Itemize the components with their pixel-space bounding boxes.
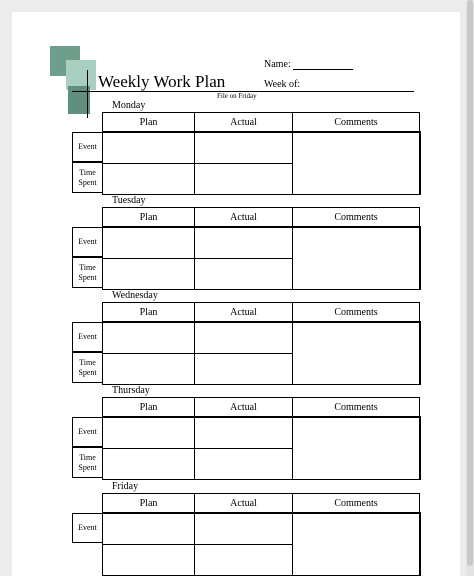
row-label-event: Event bbox=[72, 322, 102, 352]
row-label-event: Event bbox=[72, 513, 102, 543]
week-of-label: Week of: bbox=[264, 79, 301, 90]
col-comments: Comments bbox=[293, 494, 420, 514]
day-table-tuesday bbox=[102, 207, 421, 290]
col-plan: Plan bbox=[103, 303, 195, 323]
cell-plan-event[interactable] bbox=[103, 227, 195, 259]
day-table-friday bbox=[102, 493, 421, 576]
row-label-event: Event bbox=[72, 132, 102, 162]
cell-plan-time[interactable] bbox=[103, 449, 195, 480]
col-actual: Actual bbox=[195, 303, 293, 323]
page-title: Weekly Work Plan bbox=[98, 72, 226, 91]
col-actual: Actual bbox=[195, 494, 293, 514]
row-label-time-spent: Time Spent bbox=[72, 447, 102, 478]
cell-actual-time[interactable] bbox=[195, 354, 293, 385]
cell-plan-event[interactable] bbox=[103, 132, 195, 164]
cell-plan-time[interactable] bbox=[103, 354, 195, 385]
day-table-wednesday bbox=[102, 302, 421, 385]
col-comments: Comments bbox=[293, 398, 420, 418]
cell-actual-time[interactable] bbox=[195, 449, 293, 480]
scrollbar-thumb[interactable] bbox=[467, 0, 473, 566]
row-label-time-spent: Time Spent bbox=[72, 162, 102, 193]
row-label-event: Event bbox=[72, 417, 102, 447]
cell-plan-event[interactable] bbox=[103, 513, 195, 545]
day-label-thursday: Thursday bbox=[112, 385, 150, 396]
col-plan: Plan bbox=[103, 494, 195, 514]
col-plan: Plan bbox=[103, 113, 195, 133]
file-note: File on Friday bbox=[217, 92, 257, 100]
cell-plan-time[interactable] bbox=[103, 259, 195, 290]
cell-actual-event[interactable] bbox=[195, 417, 293, 449]
day-table-monday bbox=[102, 112, 421, 195]
name-label: Name: bbox=[264, 59, 291, 70]
col-comments: Comments bbox=[293, 208, 420, 228]
cell-plan-time[interactable] bbox=[103, 164, 195, 195]
cell-plan-time[interactable] bbox=[103, 545, 195, 576]
row-label-time-spent: Time Spent bbox=[72, 352, 102, 383]
row-labels-friday bbox=[72, 513, 102, 543]
scrollbar[interactable] bbox=[466, 0, 474, 576]
cell-actual-event[interactable] bbox=[195, 227, 293, 259]
col-comments: Comments bbox=[293, 303, 420, 323]
col-comments: Comments bbox=[293, 113, 420, 133]
day-label-friday: Friday bbox=[112, 481, 139, 492]
col-plan: Plan bbox=[103, 398, 195, 418]
day-label-tuesday: Tuesday bbox=[112, 195, 146, 206]
cell-comments[interactable] bbox=[293, 322, 420, 385]
day-label-wednesday: Wednesday bbox=[112, 290, 158, 301]
cell-actual-event[interactable] bbox=[195, 322, 293, 354]
header-vertical-rule bbox=[87, 70, 88, 118]
name-field-line[interactable] bbox=[293, 69, 353, 70]
row-label-time-spent: Time Spent bbox=[72, 257, 102, 288]
col-plan: Plan bbox=[103, 208, 195, 228]
cell-comments[interactable] bbox=[293, 132, 420, 195]
row-labels-thursday bbox=[72, 417, 102, 478]
document-page bbox=[12, 12, 460, 576]
cell-plan-event[interactable] bbox=[103, 417, 195, 449]
col-actual: Actual bbox=[195, 398, 293, 418]
cell-comments[interactable] bbox=[293, 227, 420, 290]
day-table-thursday bbox=[102, 397, 421, 480]
cell-comments[interactable] bbox=[293, 513, 420, 576]
cell-actual-time[interactable] bbox=[195, 164, 293, 195]
cell-actual-time[interactable] bbox=[195, 259, 293, 290]
cell-actual-event[interactable] bbox=[195, 513, 293, 545]
row-labels-monday bbox=[72, 132, 102, 193]
row-labels-wednesday bbox=[72, 322, 102, 383]
cell-actual-time[interactable] bbox=[195, 545, 293, 576]
day-label-monday: Monday bbox=[112, 100, 146, 111]
cell-actual-event[interactable] bbox=[195, 132, 293, 164]
cell-comments[interactable] bbox=[293, 417, 420, 480]
col-actual: Actual bbox=[195, 208, 293, 228]
cell-plan-event[interactable] bbox=[103, 322, 195, 354]
row-label-event: Event bbox=[72, 227, 102, 257]
col-actual: Actual bbox=[195, 113, 293, 133]
row-labels-tuesday bbox=[72, 227, 102, 288]
